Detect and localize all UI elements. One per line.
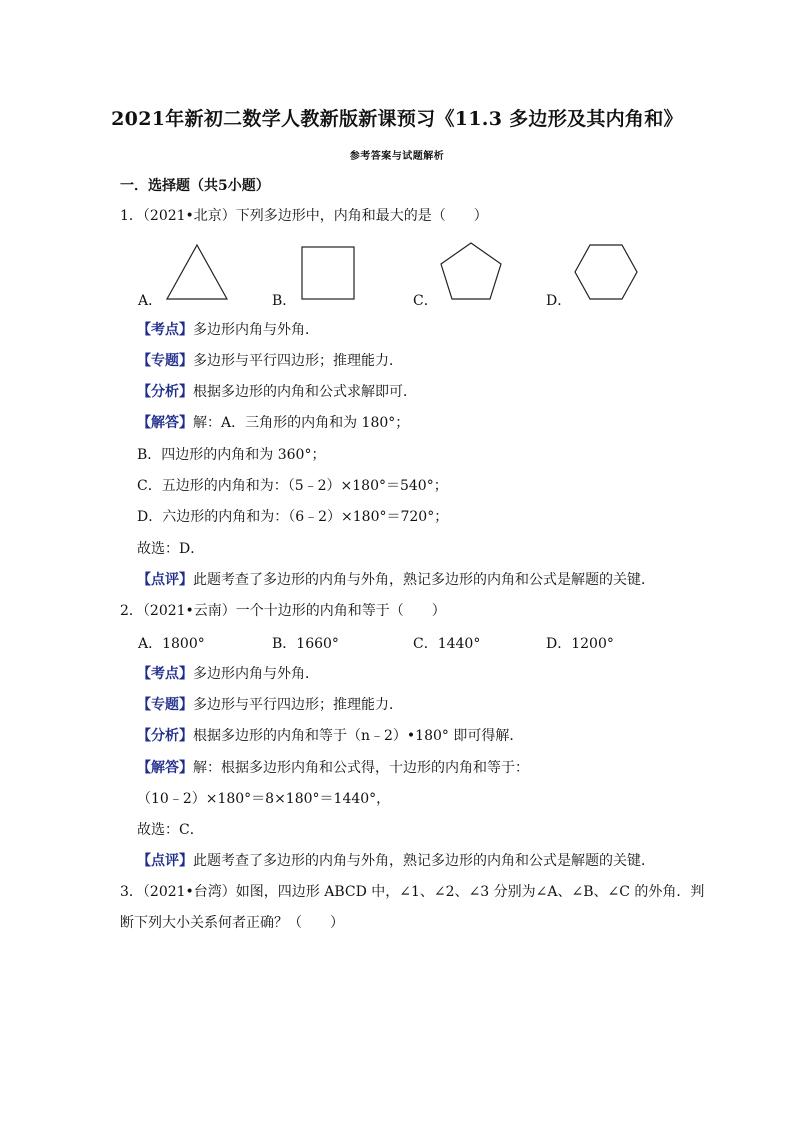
dianping-tag: 【点评】 bbox=[137, 853, 193, 869]
q2-option-c: C．1440° bbox=[413, 636, 481, 652]
q1-choice: 故选：D． bbox=[137, 541, 205, 557]
q2-fenxi: 【分析】根据多边形的内角和等于（n﹣2）•180° 即可得解． bbox=[137, 728, 524, 744]
q2-jieda: 【解答】解：根据多边形内角和公式得，十边形的内角和等于： bbox=[137, 760, 529, 776]
q3-stem-line-2: 断下列大小关系何者正确？（ ） bbox=[120, 915, 344, 931]
q1-answer-line-3: C．五边形的内角和为：（5﹣2）×180°＝540°； bbox=[137, 478, 448, 494]
q1-kaodian: 【考点】多边形内角与外角． bbox=[137, 322, 319, 338]
hexagon-figure bbox=[574, 244, 638, 300]
q1-option-d: D． bbox=[546, 293, 572, 309]
q2-option-b: B．1660° bbox=[272, 636, 339, 652]
kaodian-tag: 【考点】 bbox=[137, 666, 193, 682]
zhuanti-tag: 【专题】 bbox=[137, 353, 193, 369]
q1-zhuanti: 【专题】多边形与平行四边形；推理能力． bbox=[137, 353, 403, 369]
q2-stem: 2．（2021•云南）一个十边形的内角和等于（ ） bbox=[120, 603, 446, 619]
q2-zhuanti: 【专题】多边形与平行四边形；推理能力． bbox=[137, 697, 403, 713]
zhuanti-tag: 【专题】 bbox=[137, 697, 193, 713]
q1-stem: 1．（2021•北京）下列多边形中，内角和最大的是（ ） bbox=[120, 208, 488, 224]
q2-option-d: D．1200° bbox=[546, 636, 614, 652]
triangle-figure bbox=[166, 244, 228, 300]
q2-kaodian: 【考点】多边形内角与外角． bbox=[137, 666, 319, 682]
kaodian-tag: 【考点】 bbox=[137, 322, 193, 338]
pentagon-figure bbox=[440, 242, 502, 300]
q2-option-a: A．1800° bbox=[138, 636, 205, 652]
q1-jieda: 【解答】解：A．三角形的内角和为 180°； bbox=[137, 415, 410, 431]
q2-dianping: 【点评】此题考查了多边形的内角与外角，熟记多边形的内角和公式是解题的关键． bbox=[137, 853, 655, 869]
q1-fenxi: 【分析】根据多边形的内角和公式求解即可． bbox=[137, 384, 417, 400]
q1-answer-line-2: B．四边形的内角和为 360°； bbox=[137, 447, 326, 463]
jieda-tag: 【解答】 bbox=[137, 415, 193, 431]
q3-stem-line-1: 3．（2021•台湾）如图，四边形 ABCD 中，∠1、∠2、∠3 分别为∠A、∠B、∠C 的外角．判 bbox=[120, 884, 705, 900]
q1-dianping: 【点评】此题考查了多边形的内角与外角，熟记多边形的内角和公式是解题的关键． bbox=[137, 572, 655, 588]
fenxi-tag: 【分析】 bbox=[137, 728, 193, 744]
q2-choice: 故选：C． bbox=[137, 822, 204, 838]
jieda-tag: 【解答】 bbox=[137, 760, 193, 776]
q2-answer-line-2: （10﹣2）×180°＝8×180°＝1440°， bbox=[137, 791, 391, 807]
q1-option-a: A． bbox=[138, 293, 163, 309]
dianping-tag: 【点评】 bbox=[137, 572, 193, 588]
square-figure bbox=[301, 246, 355, 300]
q1-option-b: B． bbox=[272, 293, 297, 309]
q1-option-c: C． bbox=[413, 293, 438, 309]
page-title: 2021年新初二数学人教新版新课预习《11.3 多边形及其内角和》 bbox=[111, 108, 683, 130]
fenxi-tag: 【分析】 bbox=[137, 384, 193, 400]
page-subtitle: 参考答案与试题解析 bbox=[349, 151, 445, 162]
q1-answer-line-4: D．六边形的内角和为：（6﹣2）×180°＝720°； bbox=[137, 509, 449, 525]
section-heading: 一．选择题（共5小题） bbox=[120, 178, 270, 194]
